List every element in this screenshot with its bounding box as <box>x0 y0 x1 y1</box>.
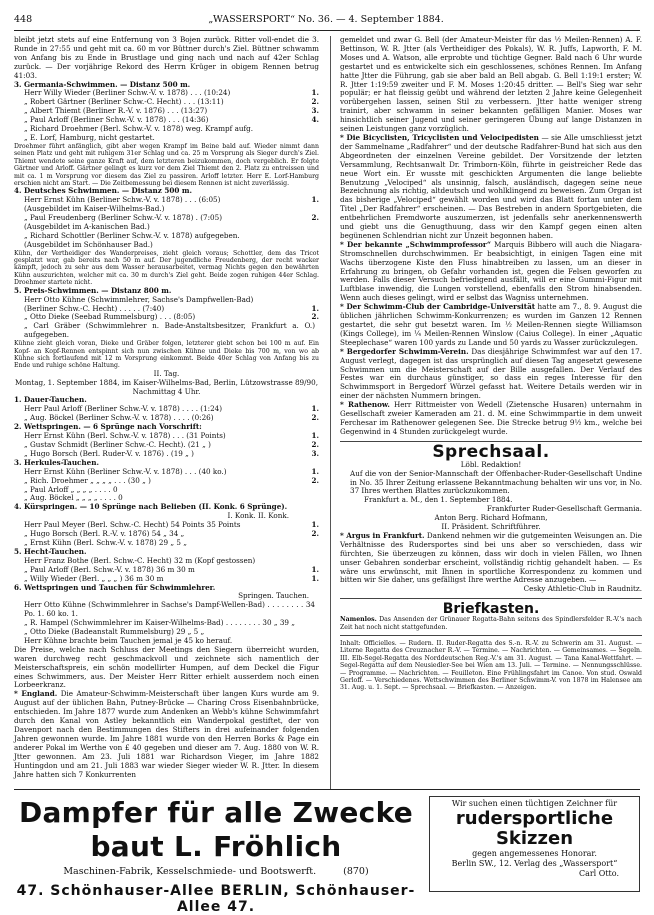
event-heading: 6. Wettspringen und Tauchen für Schwimmlehrer. <box>14 582 216 592</box>
paragraph-text: Dankend nehmen wir die gutgemeinten Weisungen an. Die Verhältnisse des Rudersportes sind bei uns aber so verschieden, dass wir fürchten, Sie überzeugen zu können, dass wir doch in vielen Fällen, wo Ihnen unser Gebahren sonderbar erscheint, vollständig richtig gehandelt haben. — Es wäre uns erwünscht, mit Ihnen in sportliche Korrespondenz zu kommen und bitten wir Sie daher, uns gefälligst Ihre werthe Adresse anzugeben. — <box>340 530 643 585</box>
race-note: Kühne zieht gleich voran, Dieke und Gräber folgen, letzterer giebt schon bei 100 m auf. Ein Kopf- an Kopf-Rennen entspinnt sich nun zwischen Kühne und Dieke bis 700 m, von wo ab Kühne sich fortlaufend mit 12 m Vorsprung einkommt. Beide 40er Schlag von Anfang bis zu Ende und ruhige schöne Haltung. <box>14 340 319 370</box>
result-rank: 1. <box>311 303 319 313</box>
inline-heading: * Bergedorfer Schwimm-Verein. <box>340 346 469 356</box>
result-rank: 1. <box>311 520 319 530</box>
results-list <box>14 432 319 459</box>
result-text: Herr Ernst Kühn (Berliner Schw.-V. v. 1878) . . . (40 ko.) <box>24 466 227 476</box>
result-text: „ Richard Droehmer (Berl. Schw.-V. v. 1878) weg. Krampf aufg. <box>24 124 254 134</box>
result-text: (Ausgebildet im Schönhauser Bad.) <box>24 239 153 249</box>
ad-title: Dampfer für alle Zwecke baut L. Fröhlich <box>18 796 414 863</box>
inline-heading: * Rathenow. <box>340 400 390 410</box>
result-text: „ Aug. Böckel (Berliner Schw.-V. v. 1878) . . . . (0:26) <box>24 413 214 423</box>
results-list <box>14 468 319 504</box>
result-rank: 1. <box>311 466 319 476</box>
advertisements <box>14 792 640 915</box>
paragraph <box>340 616 642 631</box>
result-rank: 2. <box>311 475 319 485</box>
column-labels: Springen. Tauchen. <box>238 591 309 601</box>
result-rank: 1. <box>311 404 319 414</box>
result-text: „ Richard Schottler (Berliner Schw.-V. v. 1878) aufgegeben. <box>24 230 240 240</box>
result-rank: 3. <box>311 448 319 458</box>
result-text: (Ausgebildet im Kaiser-Wilhelms-Bad.) <box>24 204 165 214</box>
results-list <box>14 89 319 142</box>
result-row <box>14 601 319 619</box>
result-text: „ Rich. Droehmer „ „ „ „ . . . (30 „ ) <box>24 475 151 485</box>
ad-subtitle-text: Maschinen-Fabrik, Kesselschmiede- und Bootswerft. <box>63 866 317 877</box>
ad-subtitle <box>14 866 418 877</box>
paragraph: Auf die von der Senior-Mannschaft der Offenbacher-Ruder-Gesellschaft Undine in No. 35 Ihrer Zeitung erlassene Bekanntmachung behalten wir uns vor, in No. 37 Ihres werthen Blattes zurückzukommen. <box>350 468 642 496</box>
page-header <box>14 12 640 26</box>
section-rule <box>340 635 642 636</box>
result-text: „ Robert Gärtner (Berliner Schw.-C. Hecht) . . . (13:11) <box>24 97 224 107</box>
result-rank: 1. <box>311 88 319 98</box>
page-number: 448 <box>14 13 33 25</box>
result-rank: 2. <box>311 440 319 449</box>
signature-club: Frankfurter Ruder-Gesellschaft Germania. <box>486 504 642 514</box>
paragraph <box>340 401 642 437</box>
paragraph-text: Herr Rittmeister von Wedell (Zietensche Husaren) unternahm in Gesellschaft zweier Kameraden am 21. d. M. eine Schwimmpartie in dem unweit Ferchesar im Rathenower gelegenen See. Die Strecke betrug 9½ km., welche bei Gegenwind in 4 Stunden zurückgelegt wurde. <box>340 400 642 436</box>
ad-rule <box>14 789 640 790</box>
result-row <box>14 134 319 143</box>
contents: Inhalt: Officielles. — Rudern. II. Ruder-Regatta des S.-n. R.-V. zu Schwerin am 31. August. — Literne Regatta des Creuznacher R.-V. — Termine. — Nachrichten. — Gemeinsames. — Segeln. III. Elb-Segel-Regatta des Norddeutschen Reg.-V.'s am 31. August. — Tana Kanal-Wettfahrt. — Segel-Regatta auf dem Neusiedler-See bei Wien am 13. Juli. — Termine. — Nennungsschlüsse. — Programme. — Nachrichten. — Feuilleton. Eine Frühlingsfahrt im Canoe. Von stud. Oswald Gerloff. — Verschiedenes. Wettschwimmen des Berliner Schwimm-V. von 1878 im Halensee am 31. Aug. u. 1. Sept. — Sprechsaal. — Briefkasten. — Anzeigen. <box>340 640 642 692</box>
result-text: Herr Kühne brachte beim Tauchen jemal je 45 ko herauf. <box>24 635 233 645</box>
paragraph <box>340 134 642 241</box>
result-text: (Berliner Schw.-C. Hecht) . . . . . (7:40) <box>24 303 165 313</box>
result-rank: 1. <box>311 431 319 441</box>
result-text: „ Carl Gräber (Schwimmlehrer n. Bade-Anstaltsbesitzer, Frankfurt a. O.) aufgegeben. <box>24 321 315 340</box>
inline-heading: * Die Bicyclisten, Tricyclisten und Velocipedisten <box>340 132 539 142</box>
left-column <box>14 36 319 779</box>
paragraph-text: Das diesjährige Schwimmfest war auf den 17. August verlegt, dagegen ist das ursprünglich auf diesen Tag angesetzt gewesene Schwimmen um die Meisterschaft auf der Bille ausgefallen. Der Verlauf des Festes war ein durchaus günstiger, so dass ein reges Interesse für den Schwimmsport in Bergedorf Würzel gefasst hat. Weitere Details werden wir in einer der nächsten Nummern bringen. <box>340 346 643 401</box>
sprechsaal-heading: Sprechsaal. <box>432 441 550 462</box>
result-text: Herr Otto Kühne (Schwimmlehrer in Sachse's Dampf-Wellen-Bad) . . . . . . . . 34 Po. 1. 60 ko. 1. <box>24 600 315 619</box>
result-rank: 1. <box>311 573 319 583</box>
result-text: „ Ernst Kühn (Berl. Schw.-V. v. 1878) 29 „ 5 „ <box>24 537 187 547</box>
inline-heading: * England. <box>14 689 58 699</box>
result-rank: 3. <box>311 106 319 116</box>
result-rank: 2. <box>311 529 319 539</box>
ad-line: Berlin SW., 12. Verlag des „Wassersport“ <box>451 859 618 868</box>
result-text: Herr Ernst Kühn (Berl. Schw.-V. v. 1878) . . . (31 Points) <box>24 431 226 441</box>
results-list <box>14 296 319 341</box>
right-column <box>340 36 642 692</box>
result-text: Herr Paul Meyer (Berl. Schw.-C. Hecht) 54 Points 35 Points <box>24 520 241 530</box>
skizzen-ad <box>429 796 640 892</box>
dateline: Frankfurt a. M., den 1. September 1884. <box>364 495 513 505</box>
result-rank: 2. <box>311 213 319 223</box>
result-text: Herr Ernst Kühn (Berliner Schw.-V. v. 1878) . . . (6:05) <box>24 195 221 205</box>
event-heading: 4. Kürspringen. — 10 Sprünge nach Belieben (II. Konk. 6 Sprünge). <box>14 502 288 512</box>
results-list <box>14 196 319 249</box>
event-heading: 1. Dauer-Tauchen. <box>14 395 87 405</box>
paragraph: gemeldet und zwar G. Bell (der Amateur-Meister für das ½ Meilen-Rennen) A. F. Bettinson, W. R. Jtter (als Vertheidiger des Pokals), W. R. Juffs, Lapworth, F. M. Moses und A. Watson, alle erprobte und tüchtige Gegner. Bald nach 6 Uhr wurde gestartet und es entwickelte sich ein geschlossenes, schönes Rennen. Im Anfang hatte Jtter die Führung, gab sie aber bald an Bell abgab. G. Bell 1:19:1 erster; W. R. Jtter 1:19:59 zweiter und F. M. Moses 1:20:45 dritter. — Bell's Sieg war sehr populär; er hat fleissig geübt und während der letzten 2 Jahre keine Gelegenheit vorübergehen lassen, seinen Stil zu verbessern. Jtter hatte weniger streng trainirt, aber schwamm in seiner bekannten gefälligen Manier. Moses war hinsichtlich seiner Jugend und seiner geringeren Übung auf lange Distanzen in seinen Leistungen ganz vorzüglich. <box>340 35 642 134</box>
result-text: „ Albert Thiemt (Berliner R.-V. v. 1876) . . . (13:27) <box>24 106 208 116</box>
result-text: Herr Paul Arloff (Berliner Schw.-V. v. 1878) . . . . (1:24) <box>24 404 223 414</box>
result-row <box>14 322 319 340</box>
results-list <box>14 521 319 548</box>
result-text: „ Otto Dieke (Badeanstalt Rummelsburg) 29 „ 5 „ <box>24 627 205 637</box>
result-text: „ Willy Wieder (Berl. „ „ „ ) 36 m 30 m <box>24 573 164 583</box>
result-text: „ Hugo Borsch (Berl. R.-V. v. 1876) 54 „ 34 „ <box>24 529 185 539</box>
results-list <box>14 601 319 646</box>
result-text: Herr Willy Wieder (Berliner Schw.-V. v. 1878) . . . (10:24) <box>24 88 231 98</box>
inline-heading: * Der bekannte „Schwimmprofessor“ <box>340 239 492 249</box>
results-list <box>14 405 319 423</box>
result-text: (Ausgebildet im A-kanischen Bad.) <box>24 221 150 231</box>
paragraph-text: Das Ansenden der Grünauer Regatta-Bahn seitens des Spindlersfelder R.-V.'s nach Zeit hat noch nicht stattgefunden. <box>340 616 642 631</box>
paragraph: bleibt jetzt stets auf eine Entfernung von 3 Bojen zurück. Ritter voll-endet die 3. Runde in 27:55 und geht mit ca. 60 m vor Büttner durch's Ziel. Büttner schwamm von Anfang bis zu Ende in Brustlage und ging nach und nach auf 42er Schlag zurück. — Der vorjährige Rekord des Herrn Krüger in obigem Rennen betrug 41:03. <box>14 35 319 80</box>
paragraph <box>340 348 642 401</box>
signature-roles: II. Präsident. Schriftführer. <box>441 522 541 532</box>
section-heading: 5. Preis-Schwimmen. — Distanz 800 m. <box>14 285 172 295</box>
result-text: „ Aug. Böckel „ „ „ „ . . . . 0 <box>24 493 123 503</box>
section-heading: 3. Germania-Schwimmen. — Distanz 500 m. <box>14 79 191 89</box>
ad-line: gegen angemessenes Honorar. <box>472 849 597 858</box>
section-heading: 4. Deutsches Schwimmen. — Distanz 500 m. <box>14 186 192 196</box>
paragraph-text: Die Amateur-Schwimm-Meisterschaft über langen Kurs wurde am 9. August auf der üblichen Bahn, Putney-Brücke — Charing Cross Eisenbahnbrücke, entschieden. Im Jahre 1877 wurde zum Andenken an Webb's kühne Schwimmfahrt durch den Kanal von Astley bekanntlich ein Wanderpokal gestiftet, der von Davenport nach den Bestimmungen des Stifters in drei aufeinander folgenden Jahren gewonnen wurde. Im Jahre 1881 wurde von den Herren Borks & Page ein anderer Pokal im Werthe von £ 40 gegeben und dieser am 7. Aug. 1880 von W. R. Jtter gewonnen. Am 23. Juli 1881 war Richardson Vieger, im Jahre 1882 Huntingdon und am 21. Juli 1883 war wieder Sieger wieder W. R. Jtter. In diesem Jahre hatten sich 7 Konkurrenten <box>14 689 319 779</box>
column-labels: I. Konk. II. Konk. <box>227 511 289 521</box>
froehlich-ad <box>14 796 418 915</box>
result-text: Herr Otto Kühne (Schwimmlehrer, Sachse's Dampfwellen-Bad) <box>24 294 254 304</box>
paragraph <box>340 532 642 585</box>
column-divider <box>330 36 331 789</box>
event-heading: 2. Wettspringen. — 6 Sprünge nach Vorschrift: <box>14 422 202 432</box>
ad-line: Wir suchen einen tüchtigen Zeichner für <box>451 799 618 808</box>
paragraph <box>340 241 642 303</box>
paragraph: Die Preise, welche nach Schluss der Meetings den Siegern überreicht wurden, waren durchweg recht geschmackvoll und zeichnete sich namentlich der Meisterschaftspreis, ein schön modellirter Humpen, auf dem Deckel die Figur eines Schwimmers, aus. Der Meister Herr Ritter erhielt ausserdem noch einen Lorbeerkranz. <box>14 644 319 690</box>
result-row <box>14 241 319 250</box>
page-title: „WASSERSPORT“ No. 36. — 4. September 1884. <box>208 13 444 25</box>
result-text: Herr Franz Bothe (Berl. Schw.-C. Hecht) 32 m (Kopf gestossen) <box>24 555 256 565</box>
result-text: „ Paul Arloff (Berl. Schw.-V. v. 1878) 36 m 30 m <box>24 564 195 574</box>
paragraph-text: Marquis Bibbero will auch die Niagara-Stromschnellen durchschwimmen. Er beabsichtigt, in einigen Tagen eine mit Wachs überzogene Kiste den Fluss hinabtreiben zu lassen, um an dieser in Erfahrung zu bringen, ob Gefahr vorhanden ist, gegen die Felsen geworfen zu werden. Falls dieser Versuch befriedigend ausfällt, will er eine Gummi-Figur mit Luftblase inwendig, die Lungen vorstellend, ebenfalls den Strom hinabsenden. Wenn auch dieses gelingt, wird er selbst das Wagniss unternehmen. <box>340 239 642 303</box>
day-heading: II. Tag. <box>153 368 180 378</box>
result-text: „ Hugo Borsch (Berl. Ruder-V. v. 1876) . (19 „ ) <box>24 448 194 458</box>
result-rank: 4. <box>311 115 319 125</box>
result-rank: 1. <box>311 564 319 574</box>
ad-headline: rudersportliche Skizzen <box>455 808 614 849</box>
result-text: „ Paul Arloff (Berliner Schw.-V. v. 1878) . . . (14:36) <box>24 115 209 125</box>
event-heading: 5. Hecht-Tauchen. <box>14 546 87 556</box>
header-rule <box>14 30 640 31</box>
ad-line: Carl Otto. <box>578 869 619 878</box>
paragraph-text: — sie Alle umschliesst jetzt der Sammelname „Radfahrer“ und der deutsche Radfahrer-Bund hat sich aus den Abgeordneten der einzelnen Vereine gebildet. Der Vorsitzende der letzten Versammlung, Rechtsanwalt Dr. Trimborn-Köln, führte in geistreicher Rede das neue Wort ein. Er wusste mit geschickten Argumenten die lange beliebte Benutzung „Velociped“ als unsinnig, falsch, ausländisch, dagegen seine neue Bezeichnung als richtig, altdeutsch und wohlklingend zu beweisen. Zum Organ ist das bisherige „Velociped“ gewählt worden und wird das Blatt fortan unter dem Titel „Der Radfahrer“ erscheinen. — Das Bestreben in andern Sportgebieten, die entbehrlichen Fremdworte auszumerzen, ist jedenfalls sehr anerkennenswerth und giebt uns die Genugthuung, dass wir den Kampf gegen einen alten begünenen Schlendrian nicht zur Unzeit begonnen haben. <box>340 132 642 240</box>
inline-heading: * Der Schwimm-Club der Cambridge-Universität <box>340 302 536 312</box>
result-text: „ Otto Dieke (Seebad Rummelsburg) . . . (8:05) <box>24 312 196 322</box>
ad-code: (870) <box>343 866 369 877</box>
result-text: „ Paul Freudenberg (Berliner Schw.-V. v. 1878) . (7:05) <box>24 213 223 223</box>
result-text: „ Paul Arloff „ „ „ „ . . . . 0 <box>24 484 118 494</box>
inline-heading: Namenlos. <box>340 616 377 624</box>
result-rank: 2. <box>311 413 319 423</box>
race-note: Kühn, der Vertheidiger des Wanderpreises, zieht gleich voraus; Schottler, dem das Tricot gesplatzt war, gab bereits nach 50 m auf. Der jugendliche Freudenberg, der recht wacker kämpft, jedoch zu sehr aus dem Wasser herausarbeitet, vermag Nichts gegen den bewährten Kühn auszurichten, welcher mit ca. 30 m durch's Ziel geht. Beide zogen ruhigen 44er Schlag. Droehmer startete nicht. <box>14 249 319 287</box>
results-list <box>14 557 319 584</box>
day-line: Montag, 1. September 1884, im Kaiser-Wilhelms-Bad, Berlin, Lützowstrasse 89/90, Nachmittag 4 Uhr. <box>15 377 318 396</box>
result-rank: 2. <box>311 312 319 322</box>
paragraph <box>340 303 642 348</box>
paragraph <box>14 690 319 779</box>
section-rule <box>340 598 642 599</box>
signature-names: Anton Berg. Richard Hofmann, <box>434 513 548 523</box>
salutation: Löbl. Redaktion! <box>460 459 522 469</box>
result-rank: 2. <box>311 97 319 107</box>
inline-heading: * Argus in Frankfurt. <box>340 530 425 540</box>
result-text: „ Gustav Schmidt (Berliner Schw.-C. Hecht). (21 „ ) <box>24 440 211 449</box>
paragraph-text: hatte am 7., 8. 9. August die üblichen jährlichen Schwimm-Konkurrenzen; es wurden im Ganzen 12 Rennen gestartet, die sehr gut besetzt waren. Im ½ Meilen-Rennen siegte Williamson (Kings College), im ¼ Meilen-Rennen Winslow (Caius College). In einer „Aquatic Steeplechase“ waren 100 yards zu Lande und 50 yards zu Wasser zurückzulegen. <box>340 302 642 347</box>
event-heading: 3. Herkules-Tauchen. <box>14 457 99 467</box>
result-text: „ E. Lorf, Hamburg, nicht gestartet. <box>24 132 155 142</box>
ad-address: 47. Schönhauser-Allee BERLIN, Schönhauser-Allee 47. <box>16 883 416 915</box>
briefkasten-heading: Briefkasten. <box>442 601 540 618</box>
result-rank: 1. <box>311 195 319 205</box>
result-text: „ R. Hampel (Schwimmlehrer im Kaiser-Wilhelms-Bad) . . . . . . . . 30 „ 39 „ <box>24 618 295 628</box>
race-note: Droehmer führt anfänglich, gibt aber wegen Krampf im Beine bald auf. Wieder nimmt dann seinen Platz und geht mit ruhigem 31er Schlag und ca. 25 m Vorsprung als Sieger durch's Ziel. Thiemt wendete seine ganze Kraft auf, dem letzteren beizukommen, doch vergeblich. Er folgte Gärtner und Arloff. Gärtner gelingt es kurz vor dem Ziel Thiemt den 2. Platz zu entreissen und mit ca. 1 m Vorsprung vor diesem das Ziel zu passiren. Arloff letzter. Herr E. Lorf-Hamburg erschien nicht am Start. — Die Zeitbemessung bei diesem Rennen ist nicht zuverlässig. <box>14 142 319 187</box>
signature: Cesky Athletic-Club in Raudnitz. <box>523 584 642 594</box>
